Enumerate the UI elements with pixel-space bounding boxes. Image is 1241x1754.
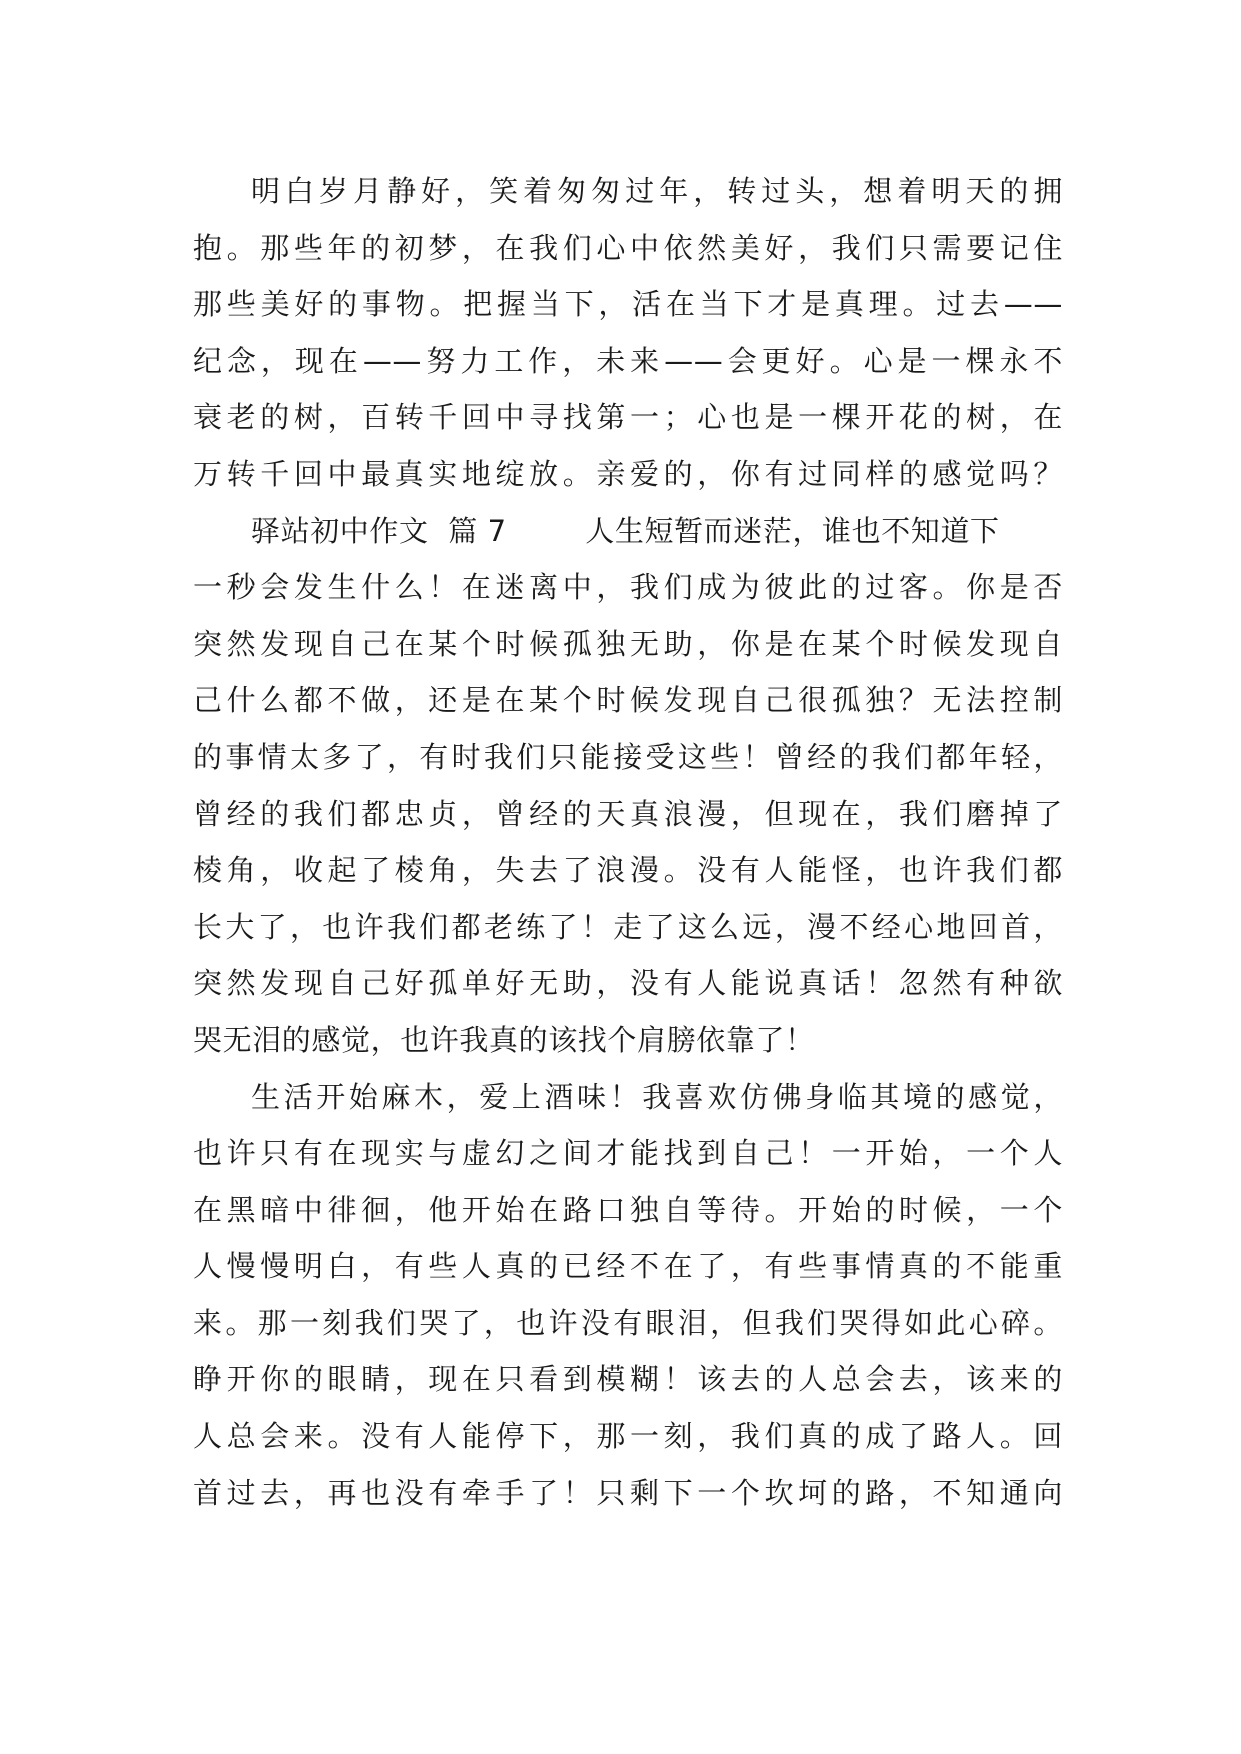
text-line: 人总会来。没有人能停下，那一刻，我们真的成了路人。回 bbox=[193, 1419, 1063, 1454]
text-line: 突然发现自己在某个时候孤独无助，你是在某个时候发现自 bbox=[193, 626, 1063, 661]
text-line: 抱。那些年的初梦，在我们心中依然美好，我们只需要记住 bbox=[193, 230, 1063, 265]
text-line: 万转千回中最真实地绽放。亲爱的，你有过同样的感觉吗？ bbox=[193, 456, 1063, 491]
section-heading-line: 驿站初中作文 篇 7 人生短暂而迷茫，谁也不知道下 bbox=[251, 513, 1000, 548]
text-line: 人慢慢明白，有些人真的已经不在了，有些事情真的不能重 bbox=[193, 1249, 1063, 1284]
text-line: 明白岁月静好，笑着匆匆过年，转过头，想着明天的拥 bbox=[251, 174, 1063, 208]
text-line: 突然发现自己好孤单好无助，没有人能说真话！忽然有种欲 bbox=[193, 966, 1063, 1001]
text-line: 来。那一刻我们哭了，也许没有眼泪，但我们哭得如此心碎。 bbox=[193, 1305, 1063, 1340]
text-line: 生活开始麻木，爱上酒味！我喜欢仿佛身临其境的感觉， bbox=[251, 1079, 1063, 1114]
text-line: 棱角，收起了棱角，失去了浪漫。没有人能怪，也许我们都 bbox=[193, 853, 1063, 888]
text-line: 曾经的我们都忠贞，曾经的天真浪漫，但现在，我们磨掉了 bbox=[193, 796, 1063, 831]
text-line: 长大了，也许我们都老练了！走了这么远，漫不经心地回首， bbox=[193, 909, 1063, 944]
text-line: 那些美好的事物。把握当下，活在当下才是真理。过去—— bbox=[193, 287, 1063, 322]
paragraph-3 bbox=[193, 1069, 1063, 1522]
text-line: 一秒会发生什么！在迷离中，我们成为彼此的过客。你是否 bbox=[193, 570, 1063, 605]
text-line: 纪念，现在——努力工作，未来——会更好。心是一棵永不 bbox=[193, 343, 1063, 378]
paragraph-1 bbox=[193, 163, 1063, 503]
text-line: 睁开你的眼睛，现在只看到模糊！该去的人总会去，该来的 bbox=[193, 1362, 1063, 1397]
text-line: 衰老的树，百转千回中寻找第一；心也是一棵开花的树，在 bbox=[193, 400, 1063, 435]
text-line: 的事情太多了，有时我们只能接受这些！曾经的我们都年轻， bbox=[193, 739, 1063, 774]
text-line: 己什么都不做，还是在某个时候发现自己很孤独？无法控制 bbox=[193, 683, 1063, 718]
text-line: 哭无泪的感觉，也许我真的该找个肩膀依靠了！ bbox=[193, 1022, 815, 1057]
paragraph-2 bbox=[193, 503, 1063, 1069]
text-line: 在黑暗中徘徊，他开始在路口独自等待。开始的时候，一个 bbox=[193, 1192, 1063, 1227]
text-line: 首过去，再也没有牵手了！只剩下一个坎坷的路，不知通向 bbox=[193, 1475, 1063, 1510]
document-body bbox=[193, 163, 1063, 1521]
text-line: 也许只有在现实与虚幻之间才能找到自己！一开始，一个人 bbox=[193, 1136, 1063, 1171]
